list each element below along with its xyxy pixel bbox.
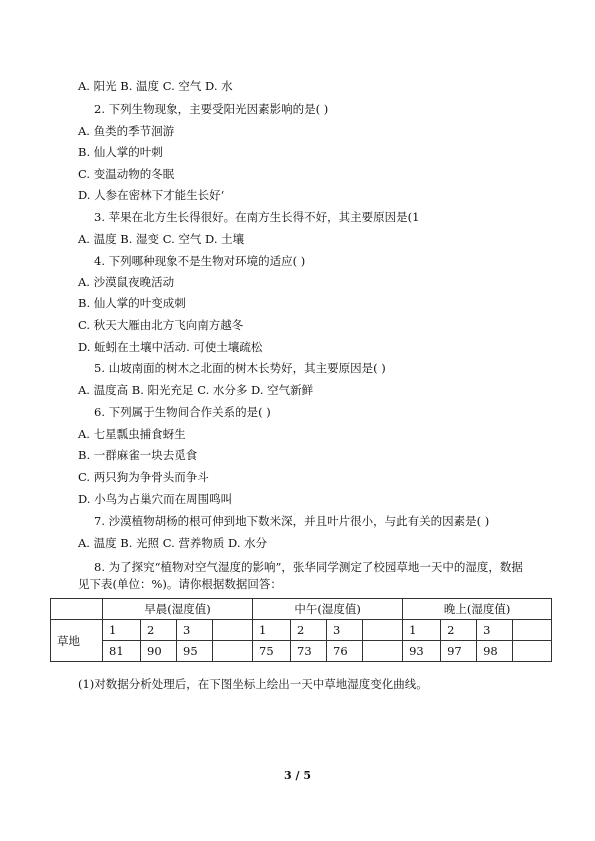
option-line: C. 两只狗为争骨头而争斗 bbox=[78, 470, 209, 484]
table-cell bbox=[513, 620, 552, 641]
question-line: 5. 山坡南面的树木之北面的树木长势好，其主要原因是( ) bbox=[94, 361, 386, 375]
table-cell: 3 bbox=[327, 620, 363, 641]
option-line: A. 阳光 B. 温度 C. 空气 D. 水 bbox=[78, 79, 233, 93]
table-cell: 2 bbox=[441, 620, 477, 641]
table-cell: 1 bbox=[253, 620, 291, 641]
header-evening: 晚上(湿度值) bbox=[403, 599, 552, 620]
table-cell: 81 bbox=[103, 641, 141, 662]
question-line: 2. 下列生物现象，主要受阳光因素影响的是( ) bbox=[94, 102, 329, 116]
table-cell: 2 bbox=[291, 620, 327, 641]
question-line: 7. 沙漠植物胡杨的根可伸到地下数米深，并且叶片很小，与此有关的因素是( ) bbox=[94, 514, 490, 528]
table-cell: 73 bbox=[291, 641, 327, 662]
table-corner-cell bbox=[51, 599, 103, 620]
table-header-row bbox=[51, 599, 552, 620]
option-line: D. 小鸟为占巢穴而在周围鸣叫 bbox=[78, 492, 233, 506]
table-cell: 1 bbox=[103, 620, 141, 641]
option-line: B. 仙人掌的叶变成刺 bbox=[78, 296, 186, 310]
question-line: 3. 苹果在北方生长得很好。在南方生长得不好，其主要原因是(1 bbox=[94, 210, 420, 224]
table-cell bbox=[363, 620, 403, 641]
option-line: A. 沙漠鼠夜晚活动 bbox=[78, 275, 175, 289]
table-cell: 97 bbox=[441, 641, 477, 662]
option-line: C. 秋天大雁由北方飞向南方越冬 bbox=[78, 318, 244, 332]
table-index-row bbox=[51, 620, 552, 641]
humidity-data-table bbox=[50, 598, 552, 662]
table-cell bbox=[213, 620, 253, 641]
question-line: 6. 下列属于生物间合作关系的是( ) bbox=[94, 405, 271, 419]
table-cell: 90 bbox=[141, 641, 177, 662]
table-cell: 76 bbox=[327, 641, 363, 662]
table-cell: 2 bbox=[141, 620, 177, 641]
option-line: A. 温度 B. 光照 C. 营养物质 D. 水分 bbox=[78, 536, 268, 550]
table-cell bbox=[363, 641, 403, 662]
table-cell: 95 bbox=[177, 641, 213, 662]
question-line: 4. 下列哪种现象不是生物对环境的适应( ) bbox=[94, 254, 306, 268]
option-line: B. 仙人掌的叶刺 bbox=[78, 145, 163, 159]
option-line: D. 蚯蚓在土壤中活动. 可使土壤疏松 bbox=[78, 340, 263, 354]
option-line: A. 七星瓢虫捕食蚜生 bbox=[78, 427, 186, 441]
page-number: 3 / 5 bbox=[284, 769, 311, 782]
table-cell bbox=[513, 641, 552, 662]
option-line: C. 变温动物的冬眠 bbox=[78, 167, 175, 181]
row-label-grassland: 草地 bbox=[51, 620, 103, 662]
table-cell bbox=[213, 641, 253, 662]
table-cell: 3 bbox=[477, 620, 513, 641]
option-line: A. 鱼类的季节洄游 bbox=[78, 124, 175, 138]
table-cell: 1 bbox=[403, 620, 441, 641]
table-cell: 75 bbox=[253, 641, 291, 662]
table-cell: 93 bbox=[403, 641, 441, 662]
option-line: A. 温度高 B. 阳光充足 C. 水分多 D. 空气新鲜 bbox=[78, 383, 314, 397]
option-line: A. 温度 B. 湿变 C. 空气 D. 土壤 bbox=[78, 232, 245, 246]
sub-question-text: (1)对数据分析处理后，在下图坐标上绘出一天中草地湿度变化曲线。 bbox=[78, 677, 428, 691]
header-noon: 中午(湿度值) bbox=[253, 599, 403, 620]
table-cell: 3 bbox=[177, 620, 213, 641]
header-morning: 早晨(湿度值) bbox=[103, 599, 253, 620]
option-line: B. 一群麻雀一块去觅食 bbox=[78, 448, 198, 462]
question-line: 8. 为了探究“植物对空气湿度的影响”，张华同学测定了校园草地一天中的湿度，数据 bbox=[94, 560, 523, 574]
option-line: 见下表(单位：%)。请你根据数据回答： bbox=[78, 577, 282, 591]
option-line: D. 人参在密林下才能生长好‘ bbox=[78, 188, 225, 202]
table-cell: 98 bbox=[477, 641, 513, 662]
table-value-row bbox=[51, 641, 552, 662]
